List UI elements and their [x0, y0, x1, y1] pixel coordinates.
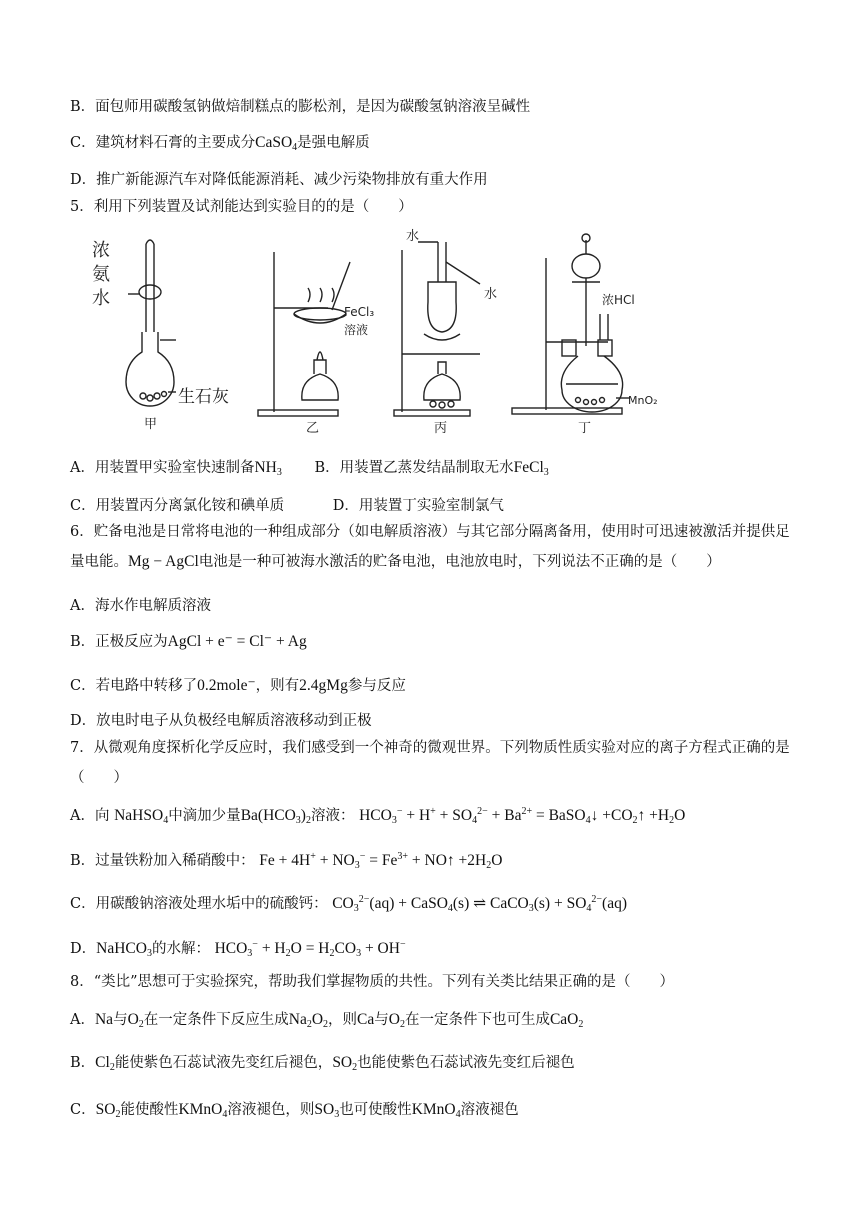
q5-options-cd — [70, 496, 504, 516]
q4-option-b: B．面包师用碳酸氢钠做焙制糕点的膨松剂，是因为碳酸氢钠溶液呈碱性 — [70, 99, 531, 115]
q6-stem: 6．贮备电池是日常将电池的一种组成部分（如电解质溶液）与其它部分隔离备用，使用时可迅速被激活并提供足量电能。Mg − AgCl电池是一种可被海水激活的贮备电池，电池放电时，下列说法不正确的是（ ） — [70, 524, 790, 570]
apparatus-jia — [126, 240, 176, 406]
jia-label-an: 氨 — [92, 264, 110, 285]
q7-stem: 7．从微观角度探析化学反应时，我们感受到一个神奇的微观世界。下列物质性质实验对应的离子方程式正确的是（ ） — [70, 740, 790, 786]
bing-water-out: 水 — [484, 287, 498, 302]
q5-option-c: C．用装置丙分离氯化铵和碘单质 — [70, 498, 285, 514]
q6-option-a: A．海水作电解质溶液 — [70, 598, 211, 614]
bing-water-in: 水 — [406, 229, 420, 244]
yi-reagent-1: FeCl₃ — [344, 305, 375, 319]
q7-option-b: B．过量铁粉加入稀硝酸中： $Fe + 4H^+ + NO_3^- = Fe^{3+}$ + NO↑ $+2H_2O$ — [70, 851, 503, 871]
q4-option-c: C．建筑材料石膏的主要成分CaSO$_4$是强电解质 — [70, 134, 370, 153]
q6-option-b: B．正极反应为AgCl + e⁻ = Cl⁻ + Ag — [70, 633, 307, 650]
yi-caption: 乙 — [306, 421, 320, 436]
q5-option-b: B．用装置乙蒸发结晶制取无水FeCl$_3$ — [314, 459, 549, 478]
apparatus-ding — [512, 234, 630, 414]
q8-option-b: B．$Cl_2$能使紫色石蕊试液先变红后褪色，$SO_2$也能使紫色石蕊试液先变红后褪色 — [70, 1054, 575, 1073]
jia-reagent: 生石灰 — [178, 387, 229, 407]
jia-caption: 甲 — [144, 417, 158, 432]
q7-option-d: D．NaHCO$_3$的水解： $HCO_3^- + H_2O = H_2CO_3 + OH^-$ — [70, 939, 406, 959]
q8-stem: 8．“类比”思想可于实验探究，帮助我们掌握物质的共性。下列有关类比结果正确的是（ ） — [70, 974, 675, 990]
q6-option-c: C．若电路中转移了0.2mole⁻，则有2.4gMg参与反应 — [70, 677, 406, 694]
ding-reagent-1: 浓HCl — [602, 293, 635, 307]
q5-options-ab — [70, 458, 549, 483]
q7-option-a: A．向 NaHSO$_4$中滴加少量$Ba(HCO_3)_2$溶液： $HCO_3^- + H^+ + SO_4^{2-} + Ba^{2+}$ = BaSO$_4$↓ $+CO_2↑ +H_2O$ — [70, 806, 686, 826]
apparatus-yi — [258, 252, 350, 416]
ding-reagent-2: MnO₂ — [628, 394, 658, 407]
ding-caption: 丁 — [578, 421, 592, 436]
apparatus-bing — [394, 242, 480, 416]
yi-reagent-2: 溶液 — [344, 323, 369, 337]
q5-option-d: D．用装置丁实验室制氯气 — [332, 498, 504, 514]
jia-label-nong: 浓 — [92, 240, 110, 261]
q5-stem: 5．利用下列装置及试剂能达到实验目的的是（ ） — [70, 199, 413, 215]
q4-option-d: D．推广新能源汽车对降低能源消耗、减少污染物排放有重大作用 — [70, 172, 488, 188]
q8-option-c: C．$SO_2$能使酸性KMnO$_4$溶液褪色，则$SO_3$也可使酸性KMnO$_4$溶液褪色 — [70, 1101, 519, 1120]
q8-option-a: A．Na与$O_2$在一定条件下反应生成$Na_2O_2$，则Ca与$O_2$在一定条件下也可生成CaO$_2$ — [70, 1011, 584, 1030]
q5-option-a: A．用装置甲实验室快速制备$NH_3$ — [70, 459, 282, 478]
q6-option-d: D．放电时电子从负极经电解质溶液移动到正极 — [70, 713, 372, 729]
apparatus-figure — [88, 222, 668, 437]
q7-option-c: C．用碳酸钠溶液处理水垢中的硫酸钙： $CO_3^{2-}(aq)$ + CaSO$_4$(s) ⇌ CaCO$_3$(s) + $SO_4^{2-}(aq)$ — [70, 894, 627, 914]
jia-label-shui: 水 — [92, 288, 110, 309]
bing-caption: 丙 — [434, 421, 448, 436]
